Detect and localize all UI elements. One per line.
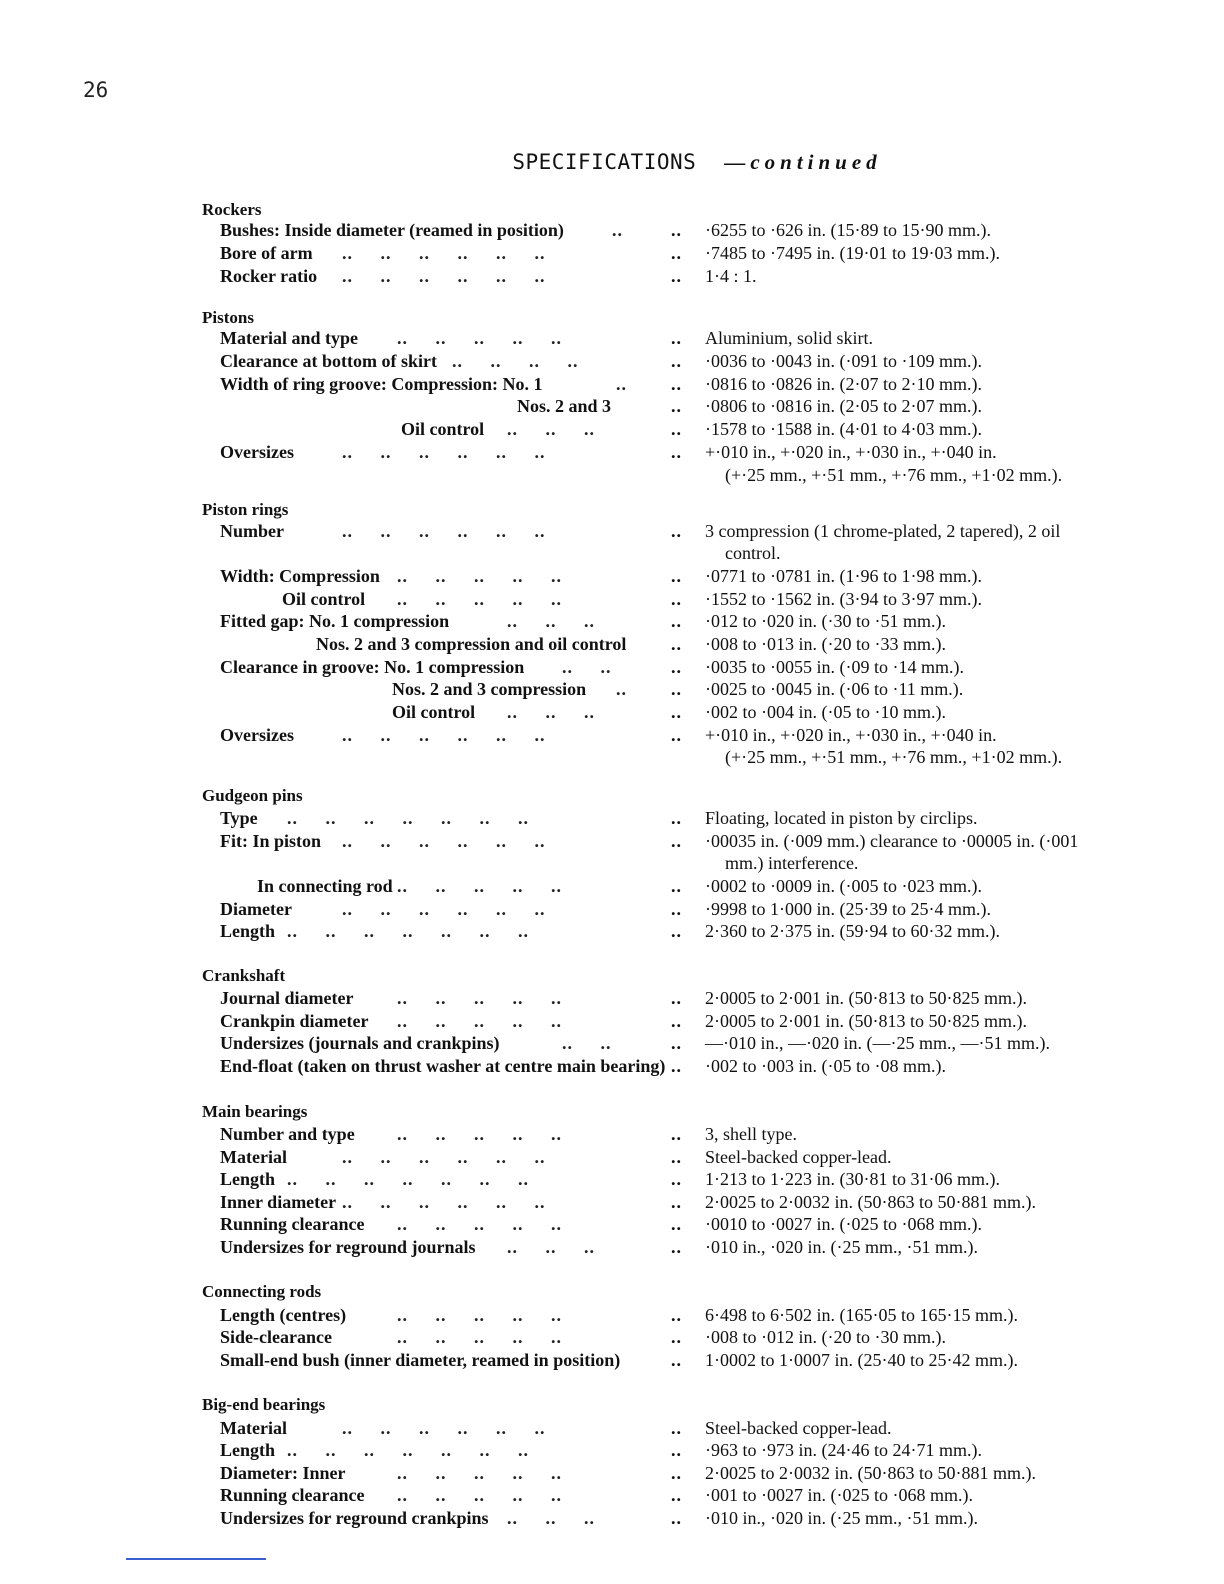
spec-label: Width: Compression [220, 566, 380, 586]
spec-row: Running clearance .. .. .. .. .. .. ·0010 to ·0027 in. (·025 to ·068 mm.). [220, 1214, 982, 1234]
spec-row: Oil control .. .. .. .. ·1578 to ·1588 in. (4·01 to 4·03 mm.). [401, 419, 982, 439]
section-title: Main bearings [202, 1102, 308, 1121]
spec-value: 3, shell type. [705, 1124, 797, 1144]
spec-value: Aluminium, solid skirt. [705, 328, 874, 348]
spec-row: Oil control .. .. .. .. .. .. ·1552 to ·1562 in. (3·94 to 3·97 mm.). [282, 589, 982, 609]
spec-label: Oil control [401, 419, 485, 439]
spec-value: +·010 in., +·020 in., +·030 in., +·040 in. [705, 442, 997, 462]
spec-label: Length [220, 1440, 276, 1460]
section-title: Piston rings [202, 500, 289, 519]
spec-value: ·008 to ·012 in. (·20 to ·30 mm.). [705, 1327, 946, 1347]
spec-value: Floating, located in piston by circlips. [705, 808, 978, 828]
spec-label: Nos. 2 and 3 compression [392, 679, 587, 699]
heading-title: SPECIFICATIONS [512, 150, 697, 174]
spec-label: Number [220, 521, 284, 541]
spec-value: ·010 in., ·020 in. (·25 mm., ·51 mm.). [705, 1508, 978, 1528]
spec-row: Bore of arm .. .. .. .. .. .. .. ·7485 to ·7495 in. (19·01 to 19·03 mm.). [220, 243, 1000, 263]
spec-value: +·010 in., +·020 in., +·030 in., +·040 in. [705, 725, 997, 745]
spec-value-continued: control. [725, 543, 781, 563]
spec-label: Oil control [282, 589, 366, 609]
spec-value: 6·498 to 6·502 in. (165·05 to 165·15 mm.). [705, 1305, 1018, 1325]
spec-value: ·0010 to ·0027 in. (·025 to ·068 mm.). [705, 1214, 982, 1234]
spec-label: Length [220, 1169, 276, 1189]
spec-label: Diameter [220, 899, 292, 919]
spec-row: Length (centres) .. .. .. .. .. .. 6·498 to 6·502 in. (165·05 to 165·15 mm.). [220, 1305, 1018, 1325]
spec-label: Clearance at bottom of skirt [220, 351, 437, 371]
spec-value-continued: mm.) interference. [725, 853, 859, 873]
spec-label: Material [220, 1147, 287, 1167]
section-title: Connecting rods [202, 1282, 322, 1301]
spec-value: ·0036 to ·0043 in. (·091 to ·109 mm.). [705, 351, 982, 371]
spec-value-continued: (+·25 mm., +·51 mm., +·76 mm., +1·02 mm.). [725, 465, 1063, 485]
spec-row: Rocker ratio .. .. .. .. .. .. .. 1·4 : 1. [220, 266, 757, 286]
spec-value: ·0002 to ·0009 in. (·005 to ·023 mm.). [705, 876, 982, 896]
spec-label: Nos. 2 and 3 [517, 396, 612, 416]
section-title: Rockers [202, 200, 262, 219]
spec-value: ·6255 to ·626 in. (15·89 to 15·90 mm.). [705, 220, 991, 240]
spec-row: Length .. .. .. .. .. .. .. .. 2·360 to 2·375 in. (59·94 to 60·32 mm.). [220, 921, 1000, 941]
spec-label: Material [220, 1418, 287, 1438]
spec-label: Journal diameter [220, 988, 354, 1008]
section-title: Gudgeon pins [202, 786, 303, 805]
spec-label: Oversizes [220, 442, 294, 462]
spec-row: Oil control .. .. .. .. ·002 to ·004 in. (·05 to ·10 mm.). [392, 702, 946, 722]
spec-row: End-float (taken on thrust washer at centre main bearing) .. ·002 to ·003 in. (·05 to ·08 mm.). [220, 1056, 946, 1076]
spec-label: Rocker ratio [220, 266, 318, 286]
spec-value: ·00035 in. (·009 mm.) clearance to ·00005 in. (·001 [705, 831, 1079, 851]
spec-row: Number and type .. .. .. .. .. .. 3, shell type. [220, 1124, 797, 1144]
spec-row: Type .. .. .. .. .. .. .. .. Floating, located in piston by circlips. [220, 808, 978, 828]
spec-value: ·963 to ·973 in. (24·46 to 24·71 mm.). [705, 1440, 982, 1460]
spec-label: Crankpin diameter [220, 1011, 369, 1031]
spec-row: Undersizes for reground journals .. .. .. .. ·010 in., ·020 in. (·25 mm., ·51 mm.). [220, 1237, 978, 1257]
spec-label: Width of ring groove: Compression: No. 1 [220, 374, 543, 394]
footer-rule [126, 1558, 266, 1560]
spec-value: 2·0005 to 2·001 in. (50·813 to 50·825 mm.). [705, 1011, 1027, 1031]
spec-value: 1·0002 to 1·0007 in. (25·40 to 25·42 mm.). [705, 1350, 1018, 1370]
spec-row: Length .. .. .. .. .. .. .. .. 1·213 to 1·223 in. (30·81 to 31·06 mm.). [220, 1169, 1000, 1189]
spec-row: In connecting rod .. .. .. .. .. .. ·0002 to ·0009 in. (·005 to ·023 mm.). [257, 876, 982, 896]
spec-value: 1·4 : 1. [705, 266, 757, 286]
spec-row: Fitted gap: No. 1 compression .. .. .. .. ·012 to ·020 in. (·30 to ·51 mm.). [220, 611, 946, 631]
spec-label: Diameter: Inner [220, 1463, 346, 1483]
spec-value: ·002 to ·004 in. (·05 to ·10 mm.). [705, 702, 946, 722]
spec-row: Journal diameter .. .. .. .. .. .. 2·0005 to 2·001 in. (50·813 to 50·825 mm.). [220, 988, 1027, 1008]
spec-row: Crankpin diameter .. .. .. .. .. .. 2·0005 to 2·001 in. (50·813 to 50·825 mm.). [220, 1011, 1027, 1031]
spec-row: Undersizes for reground crankpins .. .. .. .. ·010 in., ·020 in. (·25 mm., ·51 mm.). [220, 1508, 978, 1528]
spec-label: Nos. 2 and 3 compression and oil control [316, 634, 627, 654]
spec-label: Fitted gap: No. 1 compression [220, 611, 450, 631]
spec-label: Oversizes [220, 725, 294, 745]
spec-value: ·001 to ·0027 in. (·025 to ·068 mm.). [705, 1485, 973, 1505]
spec-label: Running clearance [220, 1485, 365, 1505]
spec-label: Running clearance [220, 1214, 365, 1234]
spec-value: ·0771 to ·0781 in. (1·96 to 1·98 mm.). [705, 566, 982, 586]
spec-row: Bushes: Inside diameter (reamed in position) .. .. ·6255 to ·626 in. (15·89 to 15·90 mm.). [220, 220, 991, 240]
spec-value: ·1578 to ·1588 in. (4·01 to 4·03 mm.). [705, 419, 982, 439]
spec-label: Undersizes (journals and crankpins) [220, 1033, 500, 1053]
spec-label: Inner diameter [220, 1192, 337, 1212]
spec-row: Nos. 2 and 3 .. ·0806 to ·0816 in. (2·05 to 2·07 mm.). [517, 396, 982, 416]
page-heading [0, 150, 1224, 175]
spec-value: ·002 to ·003 in. (·05 to ·08 mm.). [705, 1056, 946, 1076]
spec-row: Small-end bush (inner diameter, reamed in position) .. 1·0002 to 1·0007 in. (25·40 to 25·42 mm.). [220, 1350, 1018, 1370]
spec-value: Steel-backed copper-lead. [705, 1418, 892, 1438]
spec-label: Type [220, 808, 258, 828]
spec-value-continued: (+·25 mm., +·51 mm., +·76 mm., +1·02 mm.). [725, 747, 1063, 767]
spec-row: Diameter .. .. .. .. .. .. .. ·9998 to 1·000 in. (25·39 to 25·4 mm.). [220, 899, 991, 919]
spec-label: Oil control [392, 702, 476, 722]
section-title: Crankshaft [202, 966, 286, 985]
section-title: Big-end bearings [202, 1395, 326, 1414]
spec-value: 2·0025 to 2·0032 in. (50·863 to 50·881 mm.). [705, 1192, 1036, 1212]
spec-row: Side-clearance .. .. .. .. .. .. ·008 to ·012 in. (·20 to ·30 mm.). [220, 1327, 946, 1347]
spec-label: Fit: In piston [220, 831, 322, 851]
spec-label: Undersizes for reground journals [220, 1237, 476, 1257]
spec-value: 2·0025 to 2·0032 in. (50·863 to 50·881 mm.). [705, 1463, 1036, 1483]
spec-value: 2·360 to 2·375 in. (59·94 to 60·32 mm.). [705, 921, 1000, 941]
spec-value: 1·213 to 1·223 in. (30·81 to 31·06 mm.). [705, 1169, 1000, 1189]
spec-value: ·012 to ·020 in. (·30 to ·51 mm.). [705, 611, 946, 631]
spec-label: Length (centres) [220, 1305, 347, 1325]
spec-value: ·7485 to ·7495 in. (19·01 to 19·03 mm.). [705, 243, 1000, 263]
spec-row: Clearance in groove: No. 1 compression .. .. .. ·0035 to ·0055 in. (·09 to ·14 mm.). [220, 657, 964, 677]
spec-row: Diameter: Inner .. .. .. .. .. .. 2·0025 to 2·0032 in. (50·863 to 50·881 mm.). [220, 1463, 1036, 1483]
page-number: 26 [83, 78, 109, 102]
spec-value: 3 compression (1 chrome-plated, 2 tapered), 2 oil [705, 521, 1061, 541]
heading-continued: —continued [724, 150, 882, 174]
spec-row: Inner diameter .. .. .. .. .. .. .. 2·0025 to 2·0032 in. (50·863 to 50·881 mm.). [220, 1192, 1036, 1212]
spec-row: Width: Compression .. .. .. .. .. .. ·0771 to ·0781 in. (1·96 to 1·98 mm.). [220, 566, 982, 586]
spec-value: ·9998 to 1·000 in. (25·39 to 25·4 mm.). [705, 899, 991, 919]
spec-value: ·0025 to ·0045 in. (·06 to ·11 mm.). [705, 679, 964, 699]
spec-label: In connecting rod [257, 876, 393, 896]
spec-value: ·1552 to ·1562 in. (3·94 to 3·97 mm.). [705, 589, 982, 609]
spec-label: End-float (taken on thrust washer at centre main bearing) [220, 1056, 666, 1076]
spec-label: Small-end bush (inner diameter, reamed in position) [220, 1350, 621, 1370]
spec-row: Number .. .. .. .. .. .. .. 3 compression (1 chrome-plated, 2 tapered), 2 oil [220, 521, 1061, 541]
spec-label: Side-clearance [220, 1327, 332, 1347]
spec-label: Bushes: Inside diameter (reamed in position) [220, 220, 564, 240]
spec-row: Oversizes .. .. .. .. .. .. .. +·010 in., +·020 in., +·030 in., +·040 in. [220, 725, 997, 745]
spec-label: Material and type [220, 328, 358, 348]
spec-row: Nos. 2 and 3 compression and oil control .. ·008 to ·013 in. (·20 to ·33 mm.). [316, 634, 946, 654]
spec-value: Steel-backed copper-lead. [705, 1147, 892, 1167]
spec-row: Material and type .. .. .. .. .. .. Aluminium, solid skirt. [220, 328, 874, 348]
spec-value: —·010 in., —·020 in. (—·25 mm., —·51 mm.). [705, 1033, 1050, 1053]
spec-label: Bore of arm [220, 243, 313, 263]
spec-row: Material .. .. .. .. .. .. .. Steel-backed copper-lead. [220, 1418, 892, 1438]
spec-label: Length [220, 921, 276, 941]
spec-row: Fit: In piston .. .. .. .. .. .. .. ·00035 in. (·009 mm.) clearance to ·00005 in. (·001 [220, 831, 1079, 851]
spec-row: Oversizes .. .. .. .. .. .. .. +·010 in., +·020 in., +·030 in., +·040 in. [220, 442, 997, 462]
spec-value: 2·0005 to 2·001 in. (50·813 to 50·825 mm.). [705, 988, 1027, 1008]
spec-row: Running clearance .. .. .. .. .. .. ·001 to ·0027 in. (·025 to ·068 mm.). [220, 1485, 973, 1505]
spec-value: ·010 in., ·020 in. (·25 mm., ·51 mm.). [705, 1237, 978, 1257]
spec-value: ·0035 to ·0055 in. (·09 to ·14 mm.). [705, 657, 964, 677]
spec-row: Length .. .. .. .. .. .. .. .. ·963 to ·973 in. (24·46 to 24·71 mm.). [220, 1440, 982, 1460]
spec-row: Width of ring groove: Compression: No. 1 .. .. ·0816 to ·0826 in. (2·07 to 2·10 mm.). [220, 374, 982, 394]
spec-label: Clearance in groove: No. 1 compression [220, 657, 525, 677]
spec-label: Number and type [220, 1124, 355, 1144]
spec-row: Undersizes (journals and crankpins) .. .. .. —·010 in., —·020 in. (—·25 mm., —·51 mm.). [220, 1033, 1050, 1053]
spec-row: Nos. 2 and 3 compression .. .. ·0025 to ·0045 in. (·06 to ·11 mm.). [392, 679, 964, 699]
spec-value: ·0806 to ·0816 in. (2·05 to 2·07 mm.). [705, 396, 982, 416]
spec-label: Undersizes for reground crankpins [220, 1508, 489, 1528]
spec-value: ·0816 to ·0826 in. (2·07 to 2·10 mm.). [705, 374, 982, 394]
spec-row: Material .. .. .. .. .. .. .. Steel-backed copper-lead. [220, 1147, 892, 1167]
spec-row: Clearance at bottom of skirt .. .. .. .. .. ·0036 to ·0043 in. (·091 to ·109 mm.). [220, 351, 982, 371]
section-title: Pistons [202, 308, 254, 327]
spec-value: ·008 to ·013 in. (·20 to ·33 mm.). [705, 634, 946, 654]
